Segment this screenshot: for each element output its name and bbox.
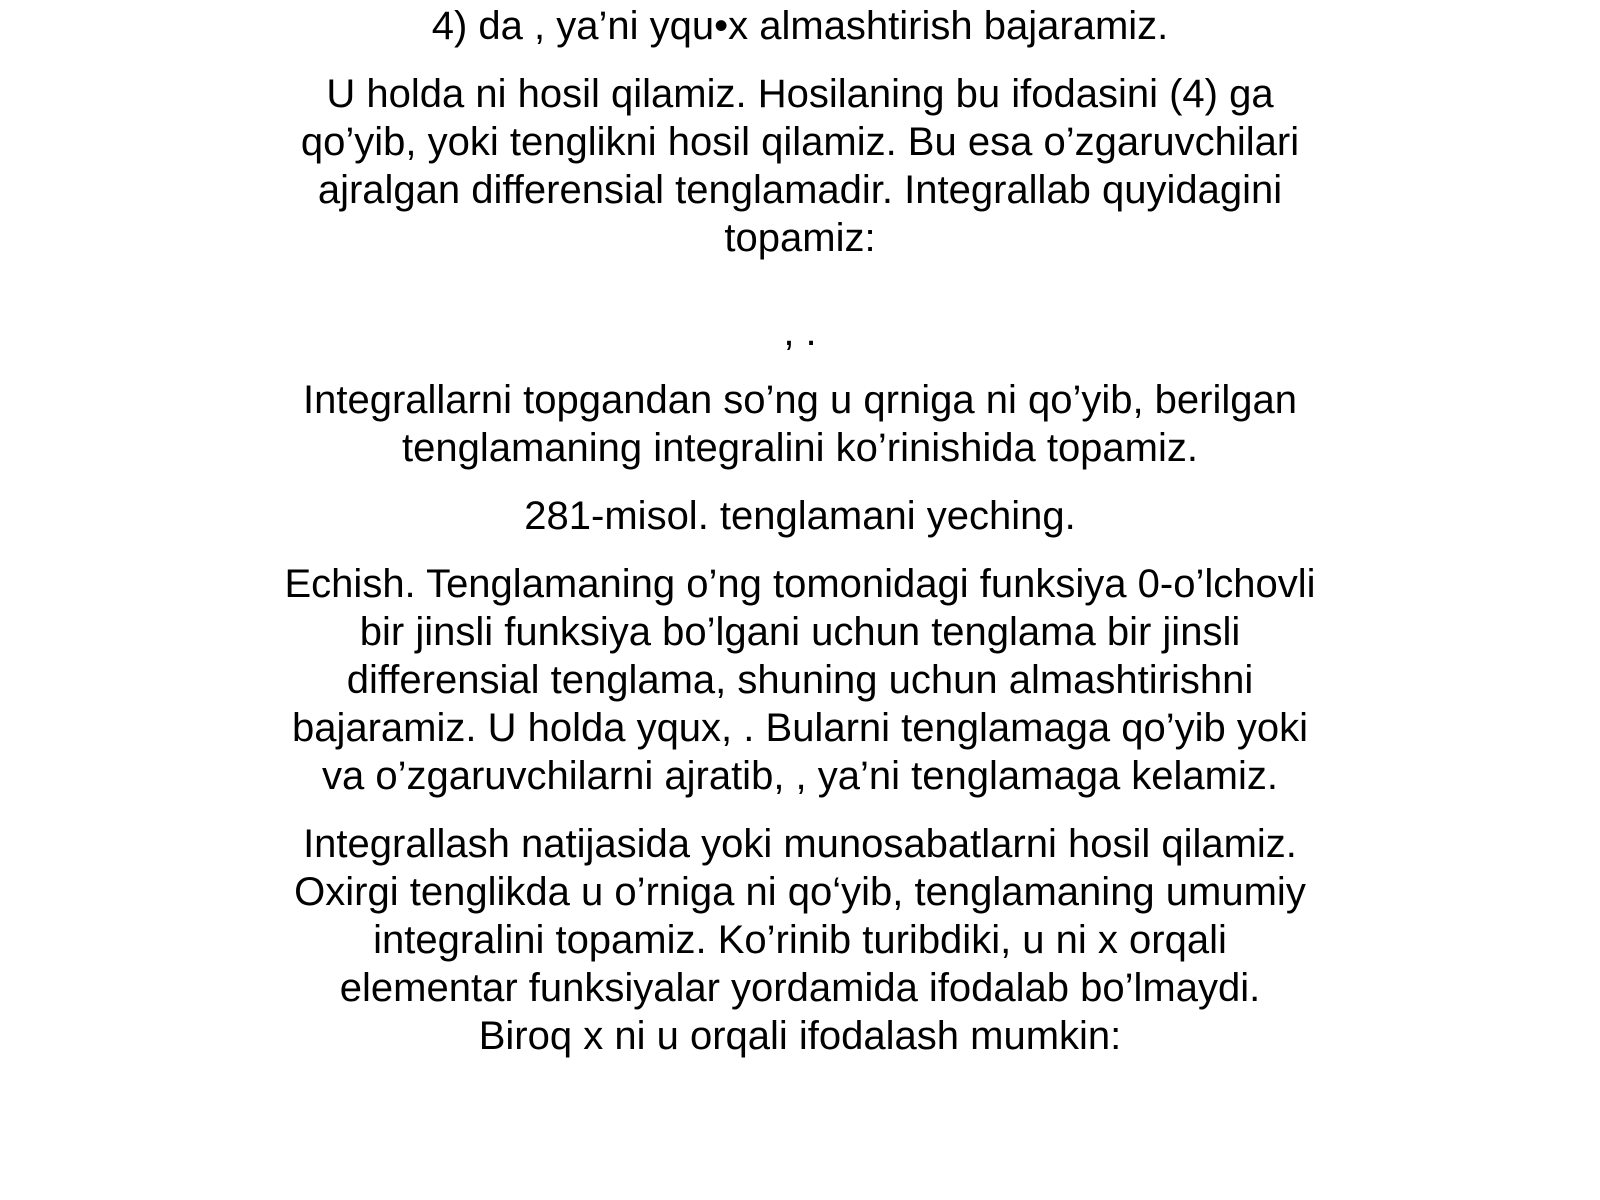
text-line: Biroq x ni u orqali ifodalash mumkin: <box>478 1014 1122 1058</box>
text-line: ajralgan differensial tenglamadir. Integrallab quyidagini <box>317 168 1283 212</box>
text-line: Integrallarni topgandan so’ng u qrniga ni qo’yib, berilgan <box>302 378 1298 422</box>
text-line: topamiz: <box>724 216 876 260</box>
text-line: bir jinsli funksiya bo’lgani uchun tenglama bir jinsli <box>359 610 1241 654</box>
text-line: 281-misol. tenglamani yeching. <box>524 494 1076 538</box>
text-line: va o’zgaruvchilarni ajratib, , ya’ni tenglamaga kelamiz. <box>321 754 1278 798</box>
paragraph-solution <box>210 560 1390 800</box>
text-line: qo’yib, yoki tenglikni hosil qilamiz. Bu esa o’zgaruvchilari <box>300 120 1300 164</box>
text-line: Integrallash natijasida yoki munosabatlarni hosil qilamiz. <box>303 822 1297 866</box>
paragraph-formula-placeholder <box>210 308 1390 356</box>
text-line: bajaramiz. U holda yqux, . Bularni tenglamaga qo’yib yoki <box>291 706 1309 750</box>
paragraph-example-title <box>210 492 1390 540</box>
text-line: 4) da , ya’ni yqu•x almashtirish bajaramiz. <box>431 4 1169 48</box>
text-line: Echish. Tenglamaning o’ng tomonidagi funksiya 0-o’lchovli <box>284 562 1316 606</box>
paragraph-derivative <box>210 70 1390 262</box>
text-line: Oxirgi tenglikda u o’rniga ni qo‘yib, tenglamaning umumiy <box>294 870 1306 914</box>
paragraph-substitution <box>210 2 1390 50</box>
text-line: U holda ni hosil qilamiz. Hosilaning bu ifodasini (4) ga <box>326 72 1274 116</box>
text-line: elementar funksiyalar yordamida ifodalab bo’lmaydi. <box>339 966 1261 1010</box>
text-line: tenglamaning integralini ko’rinishida topamiz. <box>402 426 1198 470</box>
text-line: integralini topamiz. Ko’rinib turibdiki, u ni x orqali <box>373 918 1227 962</box>
paragraph-integrals <box>210 376 1390 472</box>
text-line: differensial tenglama, shuning uchun almashtirishni <box>346 658 1254 702</box>
paragraph-integration-result <box>210 820 1390 1060</box>
slide-body-text <box>210 0 1390 1080</box>
text-line: , . <box>783 310 817 354</box>
